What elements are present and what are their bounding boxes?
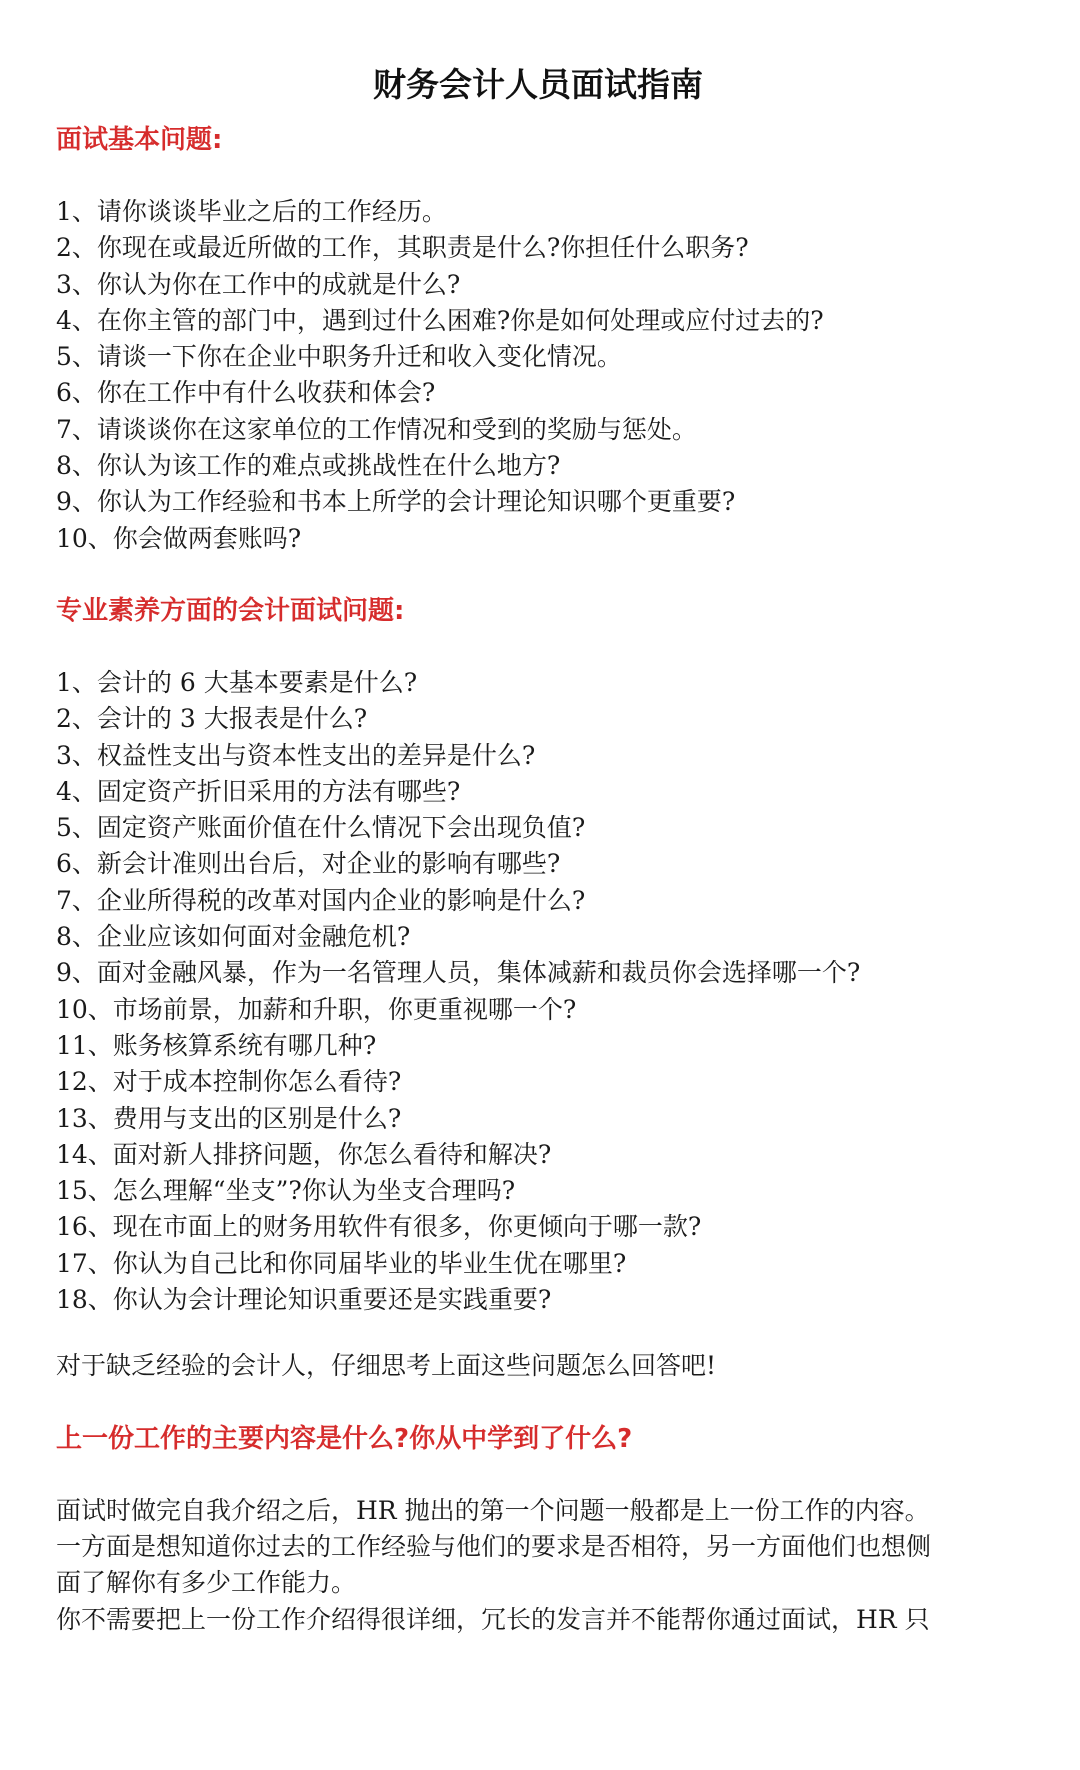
question-item: 1、会计的 6 大基本要素是什么? bbox=[56, 667, 418, 697]
document-title: 财务会计人员面试指南 bbox=[373, 65, 703, 104]
spacer bbox=[56, 629, 1020, 665]
question-item: 8、你认为该工作的难点或挑战性在什么地方? bbox=[56, 451, 561, 481]
question-item: 2、你现在或最近所做的工作，其职责是什么?你担任什么职务? bbox=[56, 233, 749, 263]
section-heading-previous-job: 上一份工作的主要内容是什么?你从中学到了什么? bbox=[56, 1423, 633, 1454]
question-item: 12、对于成本控制你怎么看待? bbox=[56, 1067, 402, 1097]
question-item: 3、权益性支出与资本性支出的差异是什么? bbox=[56, 740, 536, 770]
question-list-basic bbox=[56, 194, 1020, 557]
body-line: 面试时做完自我介绍之后，HR 抛出的第一个问题一般都是上一份工作的内容。 bbox=[56, 1495, 930, 1525]
question-item: 10、你会做两套账吗? bbox=[56, 523, 302, 553]
question-item: 9、面对金融风暴，作为一名管理人员，集体减薪和裁员你会选择哪一个? bbox=[56, 958, 861, 988]
question-item: 18、你认为会计理论知识重要还是实践重要? bbox=[56, 1285, 552, 1315]
question-item: 10、市场前景，加薪和升职，你更重视哪一个? bbox=[56, 994, 577, 1024]
question-item: 5、请谈一下你在企业中职务升迁和收入变化情况。 bbox=[56, 342, 622, 372]
question-item: 13、费用与支出的区别是什么? bbox=[56, 1103, 402, 1133]
question-item: 7、请谈谈你在这家单位的工作情况和受到的奖励与惩处。 bbox=[56, 414, 697, 444]
spacer bbox=[56, 557, 1020, 593]
question-item: 14、面对新人排挤问题，你怎么看待和解决? bbox=[56, 1139, 552, 1169]
body-line: 面了解你有多少工作能力。 bbox=[56, 1568, 357, 1598]
spacer bbox=[56, 1318, 1020, 1348]
question-item: 6、你在工作中有什么收获和体会? bbox=[56, 378, 436, 408]
section-heading-basic: 面试基本问题: bbox=[56, 125, 223, 155]
question-item: 16、现在市面上的财务用软件有很多，你更倾向于哪一款? bbox=[56, 1212, 702, 1242]
question-item: 8、企业应该如何面对金融危机? bbox=[56, 922, 411, 952]
question-item: 11、账务核算系统有哪几种? bbox=[56, 1030, 377, 1060]
spacer bbox=[56, 158, 1020, 194]
question-item: 15、怎么理解“坐支”?你认为坐支合理吗? bbox=[56, 1176, 516, 1206]
closing-note: 对于缺乏经验的会计人，仔细思考上面这些问题怎么回答吧! bbox=[56, 1351, 717, 1381]
question-item: 6、新会计准则出台后，对企业的影响有哪些? bbox=[56, 849, 561, 879]
question-item: 17、你认为自己比和你同届毕业的毕业生优在哪里? bbox=[56, 1248, 627, 1278]
question-item: 4、在你主管的部门中，遇到过什么困难?你是如何处理或应付过去的? bbox=[56, 305, 824, 335]
spacer bbox=[56, 1457, 1020, 1493]
section-heading-professional: 专业素养方面的会计面试问题: bbox=[56, 595, 405, 626]
body-line: 一方面是想知道你过去的工作经验与他们的要求是否相符，另一方面他们也想侧 bbox=[56, 1531, 932, 1561]
question-item: 7、企业所得税的改革对国内企业的影响是什么? bbox=[56, 885, 586, 915]
question-item: 9、你认为工作经验和书本上所学的会计理论知识哪个更重要? bbox=[56, 487, 736, 517]
body-line: 你不需要把上一份工作介绍得很详细，冗长的发言并不能帮你通过面试，HR 只 bbox=[56, 1604, 930, 1634]
question-item: 3、你认为你在工作中的成就是什么? bbox=[56, 269, 461, 299]
question-item: 2、会计的 3 大报表是什么? bbox=[56, 704, 368, 734]
question-list-professional bbox=[56, 665, 1020, 1318]
question-item: 5、固定资产账面价值在什么情况下会出现负值? bbox=[56, 813, 586, 843]
spacer bbox=[56, 1385, 1020, 1421]
question-item: 1、请你谈谈毕业之后的工作经历。 bbox=[56, 197, 447, 226]
question-item: 4、固定资产折旧采用的方法有哪些? bbox=[56, 776, 461, 806]
